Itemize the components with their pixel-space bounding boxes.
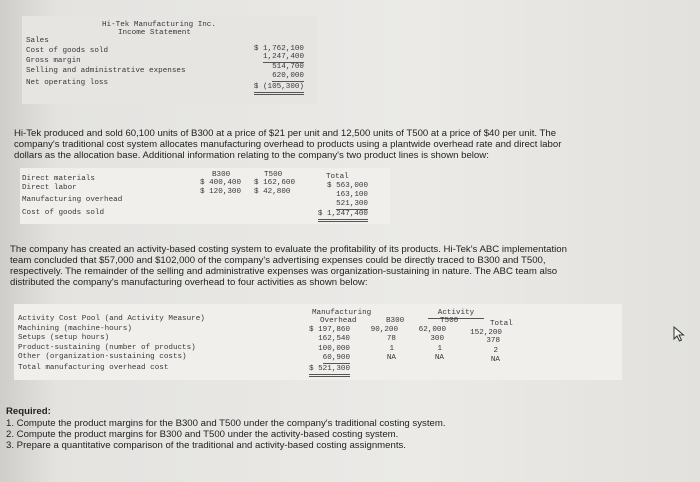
product-dm-b300: $ 400,400 [200,179,242,187]
required-item-2: 2. Compute the product margins for B300 and T500 under the activity-based costing system. [6,429,399,440]
abc-overhead-machining: $ 197,860 [308,326,350,334]
paragraph-2-line-3: respectively. The remainder of the selling and administrative expenses was organization-sustaining in nature. The ABC team also [10,266,558,277]
required-heading: Required: [6,406,51,417]
abc-row-label-product: Product-sustaining (number of products) [18,344,196,352]
required-item-1: 1. Compute the product margins for the B300 and T500 under the company's traditional costing system. [6,418,446,429]
is-value-cogs: 1,247,400 [262,53,304,61]
paragraph-1-line-2: company's traditional cost system allocates manufacturing overhead to products using a plantwide overhead rate and direct labor [14,139,562,150]
statement-title: Income Statement [118,29,191,37]
is-label-gross: Gross margin [26,57,81,65]
product-label-dl: Direct labor [22,184,77,192]
abc-b300-machining: 90,200 [370,326,398,334]
abc-total-setups: 378 [486,337,500,345]
abc-row-label-setups: Setups (setup hours) [18,334,110,342]
abc-b300-setups: 78 [386,335,396,343]
product-label-moh: Manufacturing overhead [22,196,123,204]
abc-t500-other: NA [434,354,444,362]
paragraph-2-line-2: team concluded that $57,000 and $102,000 of the company's advertising expenses could be directly traced to B300 and T500, [10,255,546,266]
product-cost-table [20,168,390,224]
company-name: Hi-Tek Manufacturing Inc. [102,21,216,29]
product-dl-t500: $ 42,800 [254,188,291,196]
abc-overhead-product: 100,000 [318,345,350,353]
abc-t500-machining: 62,000 [418,326,446,334]
abc-overhead-other: 60,900 [322,354,350,362]
product-cogs-total: $ 1,247,400 [318,209,368,222]
abc-subheader-total: Total [490,320,513,328]
abc-t500-setups: 300 [430,335,444,343]
abc-b300-other: NA [386,354,396,362]
paragraph-2-line-4: distributed the company's manufacturing overhead to four activities as shown below: [10,277,368,288]
is-label-sga: Selling and administrative expenses [26,67,186,75]
is-value-sga: 620,000 [272,72,304,80]
abc-header-activity: Activity [428,308,484,319]
abc-overhead-setups: 162,540 [318,335,350,343]
is-label-cogs: Cost of goods sold [26,47,109,55]
paragraph-2-line-1: The company has created an activity-based costing system to evaluate the profitability of its products. Hi-Tek's ABC implementation [10,244,567,255]
abc-subheader-t500: T500 [440,317,459,325]
product-dm-t500: $ 162,600 [254,179,296,187]
product-dl-b300: $ 120,300 [200,188,242,196]
product-dm-total: $ 563,000 [326,182,368,190]
abc-b300-product: 1 [389,345,394,353]
income-statement-table [22,16,318,104]
is-label-sales: Sales [26,37,49,45]
paragraph-1-line-3: dollars as the allocation base. Additional information relating to the company's two product lines is shown below: [14,150,489,161]
abc-row-label-other: Other (organization-sustaining costs) [18,353,187,361]
is-value-sales: $ 1,762,100 [253,45,304,53]
abc-total-other: NA [490,356,500,364]
product-dl-total: 163,100 [336,191,368,199]
is-label-net: Net operating loss [26,79,109,87]
abc-activity-table [14,304,622,380]
abc-header-mfg: Manufacturing [312,309,372,317]
abc-header-pool: Activity Cost Pool (and Activity Measure) [18,315,205,323]
abc-row-label-machining: Machining (machine-hours) [18,325,132,333]
abc-header-overhead: Overhead [320,317,357,325]
paragraph-1-line-1: Hi-Tek produced and sold 60,100 units of B300 at a price of $21 per unit and 12,500 units of T500 at a price of $40 per unit. The [14,128,557,139]
required-item-3: 3. Prepare a quantitative comparison of the traditional and activity-based costing assignments. [6,440,406,451]
abc-total-machining: 152,200 [470,329,502,337]
product-header-t500: T500 [264,171,283,179]
abc-row-label-total: Total manufacturing overhead cost [18,364,169,372]
abc-subheader-b300: B300 [386,317,405,325]
product-label-cogs: Cost of goods sold [22,209,105,217]
is-value-gross: 514,700 [272,63,304,71]
product-moh-total: 521,300 [336,200,368,208]
product-label-dm: Direct materials [22,175,95,183]
mouse-pointer-icon [672,326,686,342]
abc-overhead-total: $ 521,300 [309,364,350,377]
product-header-b300: B300 [212,171,231,179]
abc-total-product: 2 [493,347,498,355]
is-value-net: $ (105,300) [254,82,304,95]
abc-t500-product: 1 [437,345,442,353]
product-header-total: Total [326,173,349,181]
